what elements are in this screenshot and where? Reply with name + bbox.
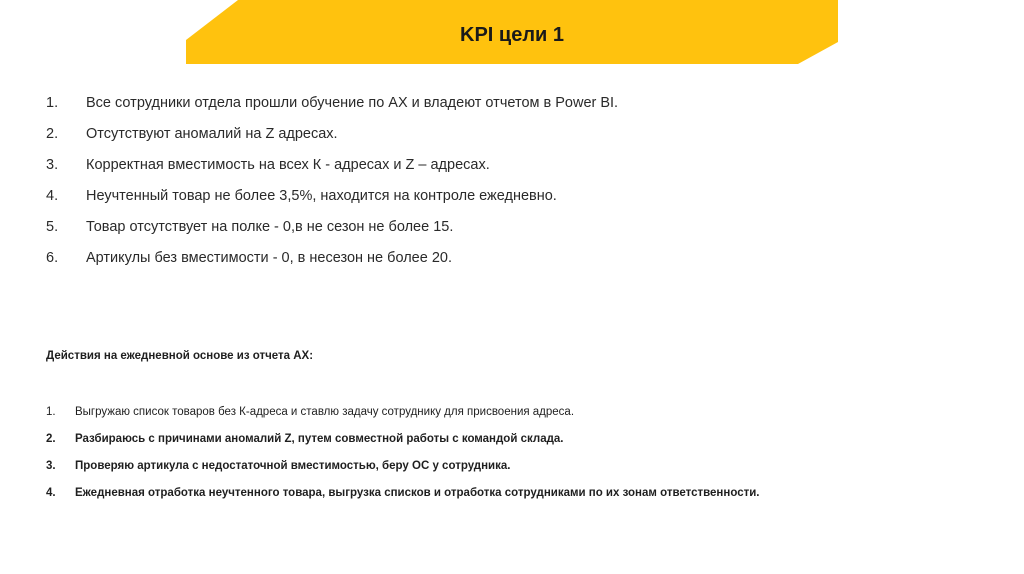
- kpi-item-text: Все сотрудники отдела прошли обучение по АХ и владеют отчетом в Power BI.: [86, 95, 619, 111]
- action-item-number: 2.: [46, 433, 56, 445]
- kpi-item: [46, 248, 618, 279]
- kpi-item-number: 1.: [46, 95, 59, 111]
- action-item-text: Проверяю артикула с недостаточной вместимостью, беру ОС у сотрудника.: [75, 460, 511, 472]
- kpi-item-text: Корректная вместимость на всех К - адресах и Z – адресах.: [86, 157, 490, 173]
- actions-heading: Действия на ежедневной основе из отчета АХ:: [46, 350, 314, 362]
- action-item-number: 4.: [46, 487, 56, 499]
- kpi-list: [46, 93, 618, 279]
- action-item: [46, 485, 760, 512]
- kpi-item-text: Товар отсутствует на полке - 0,в не сезон не более 15.: [86, 219, 454, 235]
- action-item: [46, 404, 760, 431]
- kpi-item: [46, 155, 618, 186]
- action-item: [46, 458, 760, 485]
- action-item: [46, 431, 760, 458]
- kpi-item: [46, 93, 618, 124]
- kpi-item-number: 5.: [46, 219, 59, 235]
- kpi-item-text: Артикулы без вместимости - 0, в несезон не более 20.: [86, 250, 452, 266]
- actions-list: [46, 404, 760, 512]
- kpi-item: [46, 186, 618, 217]
- slide-title: KPI цели 1: [460, 24, 564, 46]
- kpi-item-number: 4.: [46, 188, 59, 204]
- action-item-text: Разбираюсь с причинами аномалий Z, путем совместной работы с командой склада.: [75, 433, 564, 445]
- kpi-item: [46, 124, 618, 155]
- action-item-text: Выгружаю список товаров без К-адреса и ставлю задачу сотруднику для присвоения адреса.: [75, 406, 575, 418]
- title-banner: [186, 0, 838, 64]
- action-item-text: Ежедневная отработка неучтенного товара, выгрузка списков и отработка сотрудниками по их зонам ответственности.: [75, 487, 760, 499]
- action-item-number: 1.: [46, 406, 56, 418]
- kpi-item-number: 2.: [46, 126, 59, 142]
- kpi-item: [46, 217, 618, 248]
- kpi-item-number: 3.: [46, 157, 59, 173]
- action-item-number: 3.: [46, 460, 56, 472]
- kpi-item-text: Неучтенный товар не более 3,5%, находится на контроле ежедневно.: [86, 188, 557, 204]
- kpi-item-text: Отсутствуют аномалий на Z адресах.: [86, 126, 338, 142]
- kpi-item-number: 6.: [46, 250, 59, 266]
